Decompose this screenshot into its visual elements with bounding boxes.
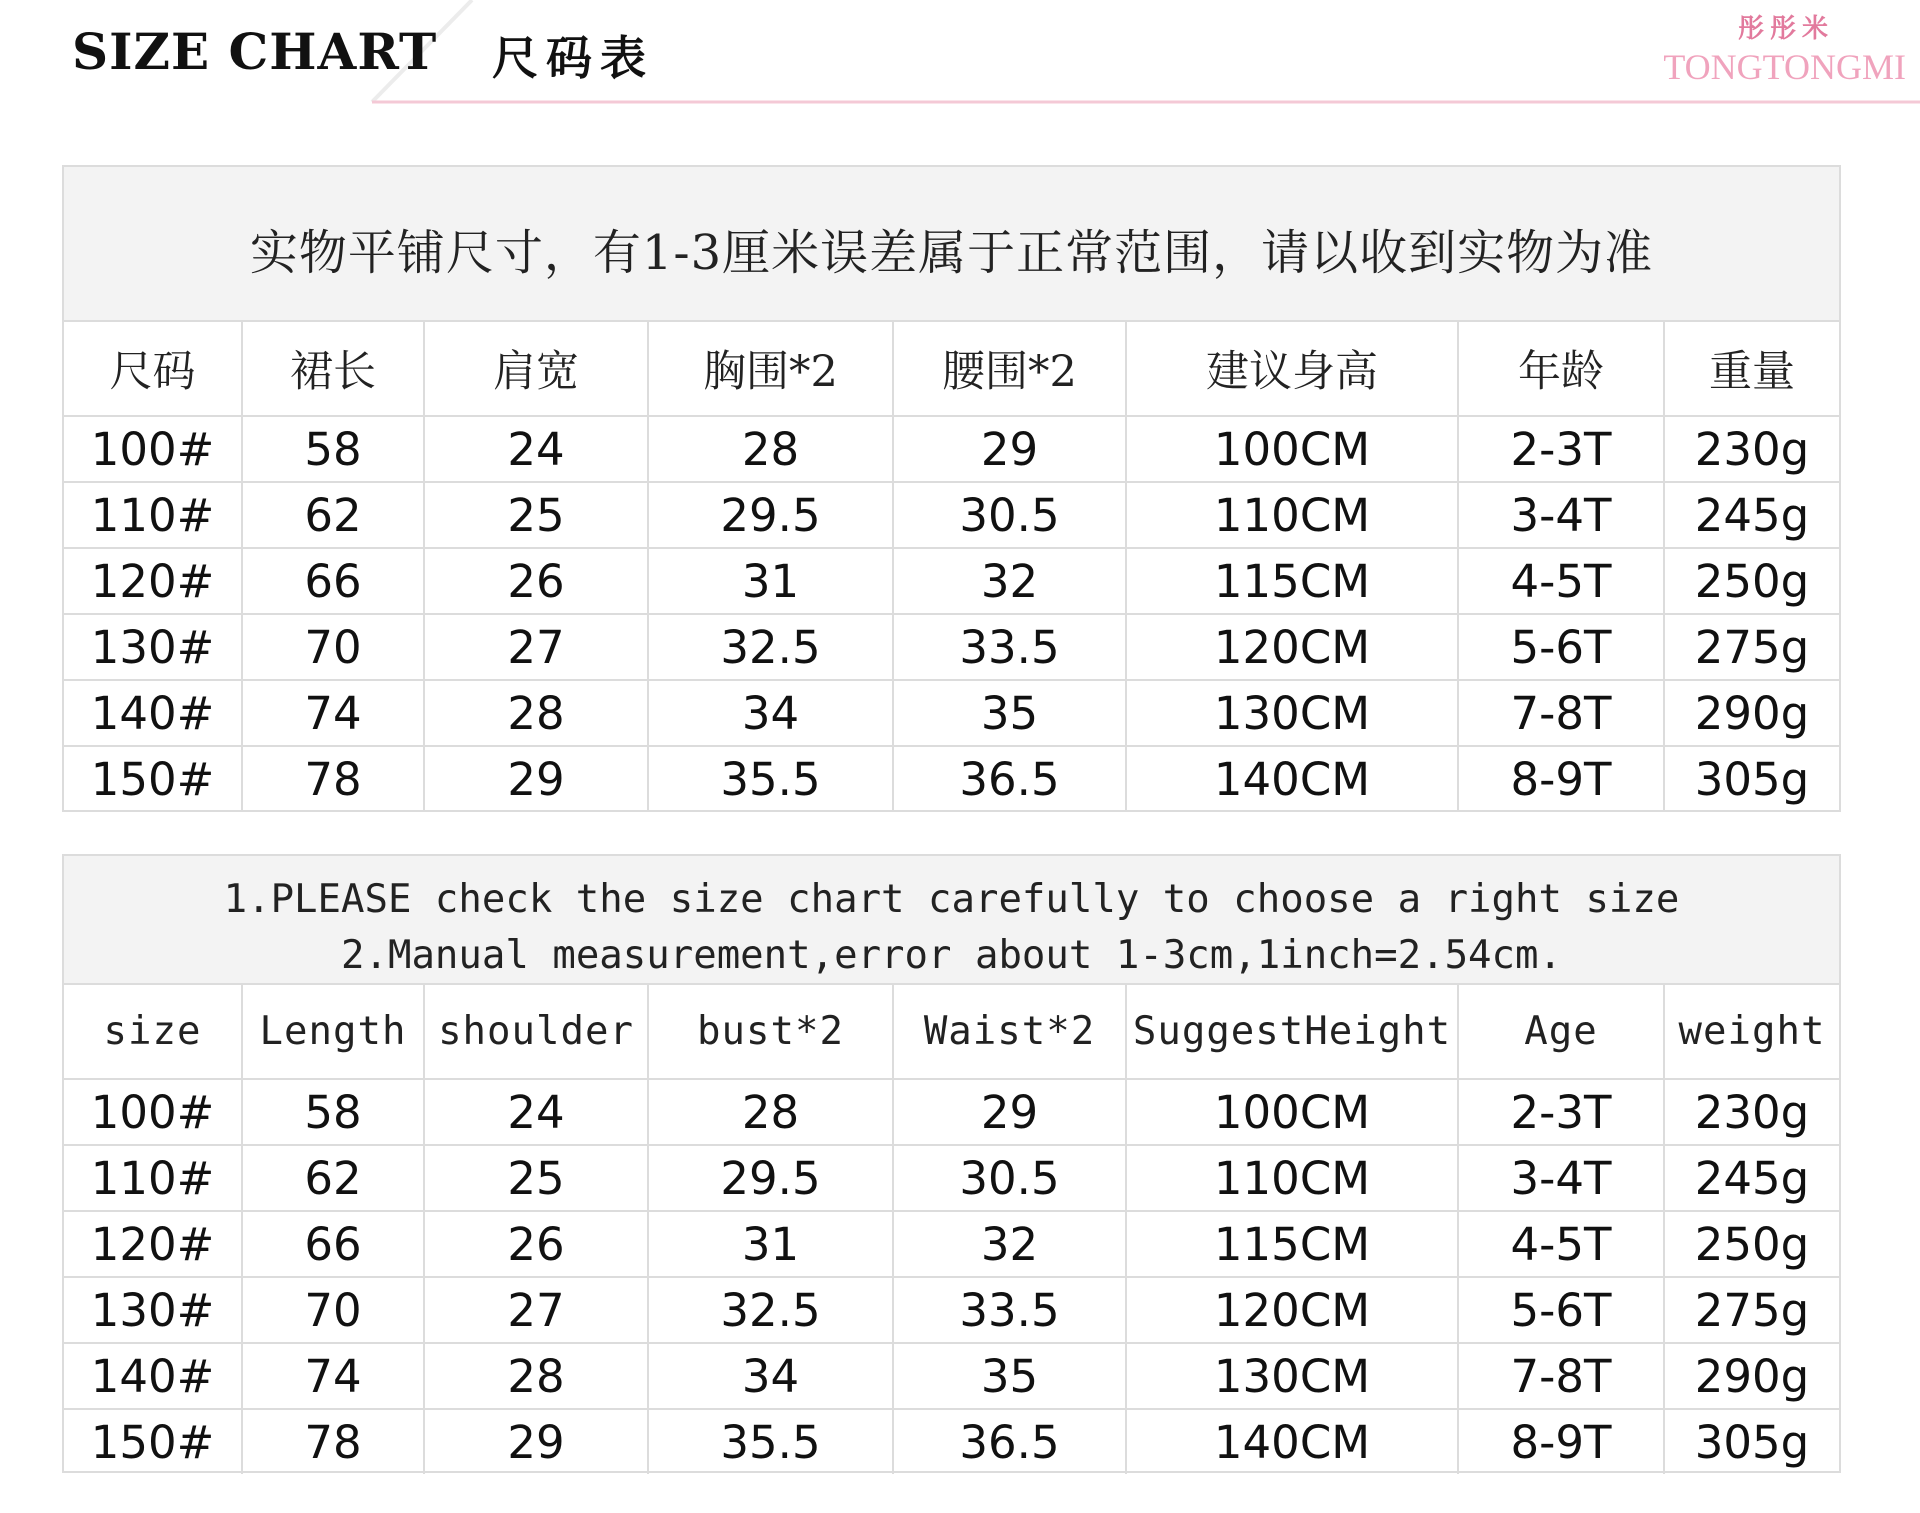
table-cell: 4-5T [1458,548,1664,614]
table-cell: 28 [648,1079,893,1145]
table-cell: 27 [424,1277,648,1343]
table-cell: 150# [64,746,242,811]
table-row [64,1145,1839,1211]
table-cell: 26 [424,548,648,614]
table-cell: 130# [64,614,242,680]
table-cell: 120# [64,1211,242,1277]
table-cell: 100CM [1126,416,1458,482]
table-cell: 110CM [1126,1145,1458,1211]
table-cell: 66 [242,1211,424,1277]
table-cell: 58 [242,1079,424,1145]
table-header-row [64,322,1839,416]
table-cell: 3-4T [1458,1145,1664,1211]
table-cell: 130CM [1126,1343,1458,1409]
table-cell: 35 [893,680,1126,746]
table-cell: 120CM [1126,614,1458,680]
table-cell: 70 [242,614,424,680]
table-cell: 25 [424,482,648,548]
table-cell: 32 [893,1211,1126,1277]
table-cell: 74 [242,680,424,746]
table-cell: 7-8T [1458,680,1664,746]
table-cell: 32.5 [648,1277,893,1343]
table-cell: 30.5 [893,482,1126,548]
table-cell: 32.5 [648,614,893,680]
size-table-cn-panel [62,165,1841,812]
table-cell: 305g [1694,752,1810,806]
table-cell: 130CM [1126,680,1458,746]
table-cell: 120# [64,548,242,614]
table-cell: 8-9T [1458,1409,1664,1474]
table-cell: 66 [242,548,424,614]
table-cell: 29 [893,1079,1126,1145]
table-cell: 140CM [1126,746,1458,811]
table-cell: 36.5 [893,1409,1126,1474]
table-cell: 34 [648,680,893,746]
size-table-en [64,985,1839,1474]
column-header-bust: bust*2 [648,985,893,1079]
table-cell: 30.5 [893,1145,1126,1211]
column-header-size: 尺码 [64,322,242,416]
column-header-weight: weight [1664,985,1839,1079]
table-cell: 8-9T [1458,746,1664,811]
column-header-waist: Waist*2 [893,985,1126,1079]
table-cell: 230g [1664,416,1839,482]
table-cell: 78 [242,746,424,811]
table-cell: 34 [648,1343,893,1409]
table-row [64,1409,1839,1474]
table-cell: 100# [64,1079,242,1145]
column-header-age: 年龄 [1458,322,1664,416]
table-cell: 120CM [1126,1277,1458,1343]
table-cell: 29.5 [648,482,893,548]
brand-logo-en: TONGTONGMI [1663,47,1906,87]
table-cell: 2-3T [1458,1079,1664,1145]
table-row [64,548,1839,614]
table-cell: 35 [893,1343,1126,1409]
table-cell: 28 [424,680,648,746]
table-row [64,1211,1839,1277]
table-cell: 58 [242,416,424,482]
column-header-shoulder: shoulder [424,985,648,1079]
column-header-height: SuggestHeight [1126,985,1458,1079]
table-cell: 130# [64,1277,242,1343]
table-cell: 3-4T [1458,482,1664,548]
table-cell: 250g [1664,548,1839,614]
size-notice-cn: 实物平铺尺寸，有1-3厘米误差属于正常范围，请以收到实物为准 [64,167,1839,322]
table-cell: 100# [64,416,242,482]
table-cell: 35.5 [648,746,893,811]
table-cell: 24 [424,1079,648,1145]
table-cell: 4-5T [1458,1211,1664,1277]
table-cell: 29 [424,746,648,811]
table-cell: 29.5 [648,1145,893,1211]
table-cell: 245g [1664,1145,1839,1211]
table-row [64,1079,1839,1145]
table-cell: 36.5 [893,746,1126,811]
table-cell: 28 [648,416,893,482]
table-cell: 110# [64,1145,242,1211]
column-header-weight: 重量 [1664,322,1839,416]
table-cell: 140# [64,1343,242,1409]
table-cell: 24 [424,416,648,482]
column-header-length: Length [242,985,424,1079]
table-row [64,614,1839,680]
table-cell: 28 [424,1343,648,1409]
table-cell: 290g [1664,680,1839,746]
table-cell: 2-3T [1458,416,1664,482]
column-header-bust: 胸围*2 [648,322,893,416]
size-table-en-panel [62,854,1841,1473]
table-row [64,680,1839,746]
table-cell: 115CM [1126,1211,1458,1277]
table-row [64,1343,1839,1409]
table-cell: 31 [648,1211,893,1277]
column-header-waist: 腰围*2 [893,322,1126,416]
table-cell: 7-8T [1458,1343,1664,1409]
page-header [0,0,1920,110]
notice-line-1: 1.PLEASE check the size chart carefully to choose a right size [223,877,1680,922]
table-cell: 26 [424,1211,648,1277]
table-cell: 5-6T [1458,1277,1664,1343]
column-header-size: size [64,985,242,1079]
table-cell: 70 [242,1277,424,1343]
table-cell: 62 [242,1145,424,1211]
table-cell: 74 [242,1343,424,1409]
size-notice-en [64,856,1839,985]
table-cell: 78 [242,1409,424,1474]
table-cell: 33.5 [893,614,1126,680]
table-cell: 110CM [1126,482,1458,548]
table-cell: 25 [424,1145,648,1211]
notice-line-2: 2.Manual measurement,error about 1-3cm,1inch=2.54cm. [341,933,1562,978]
table-cell: 115CM [1126,548,1458,614]
table-cell: 32 [893,548,1126,614]
table-cell: 275g [1664,614,1839,680]
table-cell: 62 [242,482,424,548]
table-cell: 31 [648,548,893,614]
table-cell: 110# [64,482,242,548]
table-cell: 27 [424,614,648,680]
column-header-age: Age [1458,985,1664,1079]
table-cell: 305g [1694,1415,1810,1469]
table-cell: 33.5 [893,1277,1126,1343]
table-cell: 290g [1664,1343,1839,1409]
table-cell: 140# [64,680,242,746]
column-header-height: 建议身高 [1126,322,1458,416]
size-table-cn [64,322,1839,811]
table-cell: 29 [424,1409,648,1474]
table-header-row [64,985,1839,1079]
table-cell: 230g [1664,1079,1839,1145]
table-cell: 29 [893,416,1126,482]
table-cell: 150# [64,1409,242,1474]
page-title-en: SIZE CHART [72,22,438,81]
brand-logo-cn: 彤彤米 [1737,14,1834,44]
table-row [64,746,1839,811]
table-cell: 5-6T [1458,614,1664,680]
table-row [64,1277,1839,1343]
column-header-shoulder: 肩宽 [424,322,648,416]
column-header-length: 裙长 [242,322,424,416]
page-title-cn: 尺码表 [492,31,654,85]
table-cell: 35.5 [648,1409,893,1474]
table-row [64,482,1839,548]
table-cell: 245g [1664,482,1839,548]
table-cell: 250g [1664,1211,1839,1277]
table-cell: 140CM [1126,1409,1458,1474]
table-cell: 100CM [1126,1079,1458,1145]
table-cell: 275g [1664,1277,1839,1343]
table-row [64,416,1839,482]
